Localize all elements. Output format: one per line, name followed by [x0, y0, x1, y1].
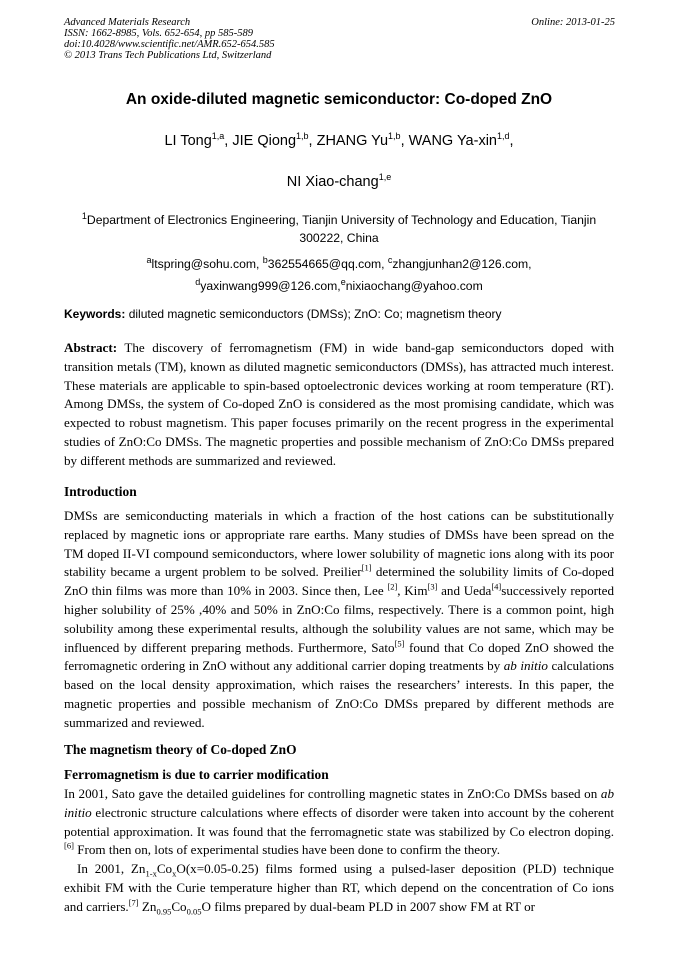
body-text: Co — [156, 861, 173, 876]
subscript: x — [172, 868, 177, 879]
author-separator: , — [509, 132, 514, 149]
author-name: ZHANG Yu — [316, 132, 389, 149]
abstract-label: Abstract: — [64, 340, 118, 355]
citation: [2] — [387, 581, 398, 592]
intro-text: successively reported higher solubility of 25% ,40% and 50% in ZnO:Co films, respectively. There is a common point, high solubility among these experimental results, although the solubility values are not same, which may be influenced by different preparing methods. Furthermore, Sato — [64, 583, 614, 655]
journal-name: Advanced Materials Research — [64, 17, 191, 28]
introduction-paragraph — [64, 507, 614, 733]
author-separator: , — [224, 132, 233, 149]
body-italic: ab initio — [64, 786, 614, 820]
author-name: NI Xiao-chang — [286, 173, 379, 190]
body-text: Co — [171, 898, 187, 914]
author-affil-sup: 1,b — [388, 131, 401, 141]
subscript: 0.95 — [156, 906, 172, 917]
author-affil-sup: 1,d — [496, 131, 510, 141]
body-text: In 2001, Sato gave the detailed guidelines for controlling magnetic states in ZnO:Co DMSs based on — [64, 786, 601, 801]
author-separator: , — [308, 132, 317, 149]
email: 362554665@qq.com, — [267, 257, 388, 272]
body-text: In 2001, Zn — [77, 861, 146, 876]
citation: [3] — [427, 581, 438, 592]
author-affil-sup: 1,a — [211, 131, 225, 141]
body-text: O(x=0.05-0.25) films formed using a pulsed-laser deposition (PLD) technique exhibit FM with the Curie temperature higher than RT, which depend on the concentration of Co ions and carriers. — [64, 861, 614, 914]
citation: [6] — [64, 841, 74, 852]
citation: [7] — [128, 897, 139, 908]
author-affil-sup: 1,e — [378, 172, 392, 182]
body-text: Zn — [138, 898, 157, 914]
intro-text: determined the solubility limits of Co-doped ZnO thin films was more than 10% in 2003. Since then, Lee — [64, 564, 615, 599]
intro-text: calculations based on the local density approximation, which raises the researchers’ interests. In this paper, the magnetic properties and possible mechanism of ZnO:Co DMSs prepared by different methods are summarized and reviewed. — [64, 658, 615, 730]
paper-title: An oxide-diluted magnetic semiconductor: Co-doped ZnO — [125, 91, 553, 108]
email: ltspring@sohu.com, — [151, 257, 263, 272]
author-affil-sup: 1,b — [296, 131, 309, 141]
abstract — [64, 339, 614, 471]
citation: [4] — [491, 581, 502, 592]
email-list — [64, 251, 614, 295]
author-list — [0, 131, 678, 149]
intro-italic: ab initio — [503, 658, 548, 674]
intro-text: and Ueda — [437, 583, 492, 599]
citation: [5] — [394, 638, 405, 649]
keywords — [64, 307, 614, 321]
affiliation-line: 300222, China — [299, 231, 379, 246]
section2-paragraph-1 — [64, 785, 614, 860]
author-list-line2 — [0, 172, 678, 190]
affiliation-sup: 1 — [81, 211, 87, 221]
body-text: O films prepared by dual-beam PLD in 2007 show FM at RT or — [201, 898, 536, 914]
email: yaxinwang999@126.com, — [200, 279, 341, 294]
body-text: From then on, lots of experimental studies have been done to confirm the theory. — [73, 842, 500, 858]
email: zhangjunhan2@126.com, — [392, 257, 532, 272]
citation: [1] — [361, 563, 372, 574]
email-sup: b — [262, 255, 268, 265]
journal-doi: doi:10.4028/www.scientific.net/AMR.652-654.585 — [64, 39, 275, 50]
intro-text: , Kim — [397, 583, 428, 599]
author-name: LI Tong — [164, 132, 212, 149]
subsection-heading: Ferromagnetism is due to carrier modification — [64, 767, 329, 782]
body-text: electronic structure calculations where effects of disorder were taken into account by the coherent potential approximation. It was found that the ferromagnetic state was stabilized by Co electron doping. — [64, 804, 614, 839]
subscript: 1-x — [145, 868, 157, 879]
email-sup: e — [340, 277, 346, 288]
affiliation — [64, 207, 614, 247]
email-sup: d — [195, 277, 201, 288]
author-name: WANG Ya-xin — [408, 132, 497, 149]
online-date: Online: 2013-01-25 — [531, 17, 615, 28]
email: nixiaochang@yahoo.com — [345, 279, 483, 294]
abstract-text: The discovery of ferromagnetism (FM) in wide band-gap semiconductors doped with transition metals (TM), known as diluted magnetic semiconductors (DMSs), has attracted much interest. These materials are applicable to spin-based optoelectronic devices working at room temperature (RT). Among DMSs, the system of Co-doped ZnO is considered as the most promising candidate, which was expected to robust magnetism. This paper focuses primarily on the recent progress in the experimental studies of ZnO:Co DMSs. The magnetic properties and possible mechanism of ZnO:Co DMSs prepared by different methods are summarized and reviewed. — [64, 340, 614, 468]
keywords-label: Keywords: — [64, 307, 126, 321]
keywords-text: diluted magnetic semiconductors (DMSs); ZnO: Co; magnetism theory — [125, 307, 502, 321]
journal-issn: ISSN: 1662-8985, Vols. 652-654, pp 585-589 — [64, 28, 253, 39]
section-heading-magnetism-theory: The magnetism theory of Co-doped ZnO — [64, 742, 297, 757]
author-separator: , — [400, 132, 409, 149]
intro-text: DMSs are semiconducting materials in which a fraction of the host cations can be substitutionally replaced by magnetic ions or appropriate rare earths. Many studies of DMSs have been spread on the TM doped II-VI compound semiconductors, where lower solubility of magnetic ions along with its poor stability became a urgent problem to be solved. Preilier — [64, 508, 614, 580]
section2-paragraph-2 — [64, 860, 614, 916]
affiliation-line: Department of Electronics Engineering, Tianjin University of Technology and Education, Tianjin — [86, 213, 597, 228]
email-sup: a — [146, 255, 152, 265]
author-name: JIE Qiong — [232, 132, 297, 149]
subscript: 0.05 — [186, 906, 202, 917]
email-sup: c — [387, 255, 393, 265]
section-heading-introduction: Introduction — [64, 484, 137, 499]
intro-text: found that Co doped ZnO showed the ferromagnetic ordering in ZnO without any additional carrier doping treatments by — [64, 639, 614, 674]
journal-copyright: © 2013 Trans Tech Publications Ltd, Switzerland — [64, 50, 272, 61]
